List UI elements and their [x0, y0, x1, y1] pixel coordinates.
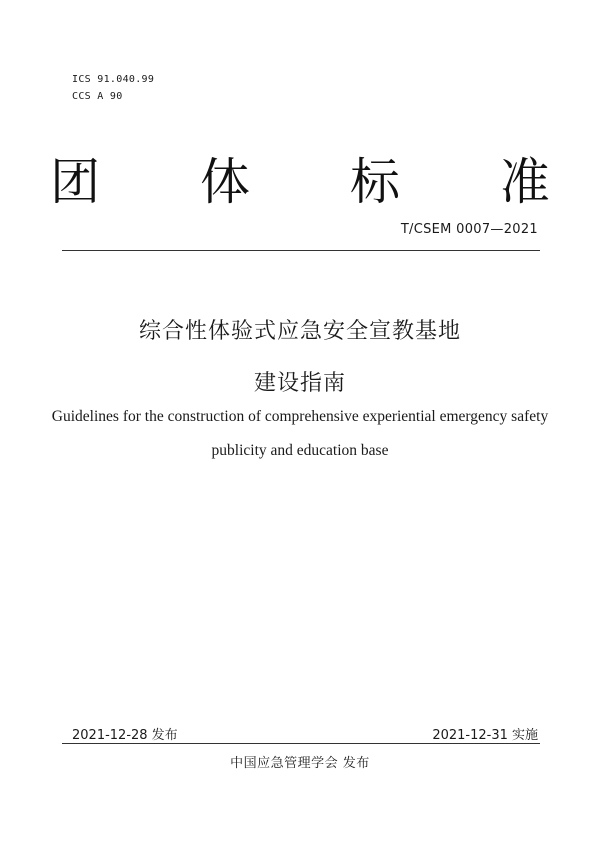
implementation-date: 2021-12-31 实施	[432, 728, 538, 743]
ics-code: ICS 91.040.99	[72, 74, 155, 85]
standard-number: T/CSEM 0007—2021	[400, 222, 538, 237]
chinese-title-line-1: 综合性体验式应急安全宣教基地	[138, 319, 461, 344]
publish-date: 2021-12-28 发布	[72, 728, 178, 743]
bottom-divider	[62, 743, 540, 744]
issuing-organization: 中国应急管理学会 发布	[230, 756, 370, 771]
top-divider	[62, 250, 540, 251]
chinese-title-line-2: 建设指南	[253, 371, 346, 396]
document-type-title: 团 体 标 准	[50, 153, 592, 211]
ccs-code: CCS A 90	[72, 91, 123, 102]
english-title-line-1: Guidelines for the construction of comprehensive experiential emergency safety	[51, 408, 549, 425]
english-title-line-2: publicity and education base	[211, 442, 389, 459]
